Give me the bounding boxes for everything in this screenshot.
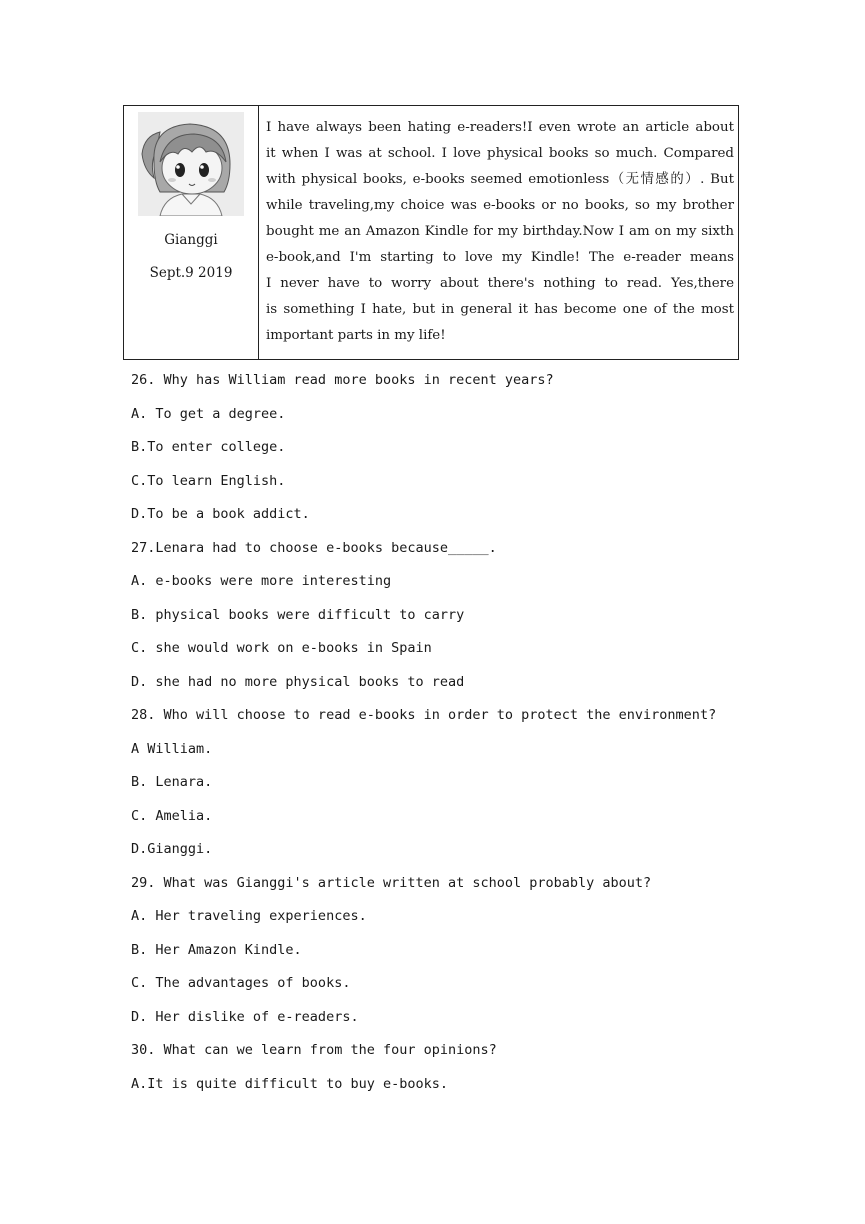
option-28-a: A William. [131, 740, 213, 757]
question-list [131, 364, 751, 1101]
question-29: 29. What was Gianggi's article written at school probably about? [131, 874, 652, 891]
profile-name: Gianggi [164, 232, 218, 248]
opinion-line: while traveling,my choice was e-books or no books, so my brother [266, 198, 734, 213]
option-29-a: A. Her traveling experiences. [131, 908, 367, 924]
opinion-line: bought me an Amazon Kindle for my birthday.Now I am on my sixth [266, 224, 734, 239]
option-26-c: C.To learn English. [131, 472, 286, 489]
avatar [138, 112, 244, 216]
option-27-a: A. e-books were more interesting [131, 573, 392, 589]
opinion-line: is something I hate, but in general it has become one of the most [266, 302, 734, 317]
option-28-b: B. Lenara. [131, 774, 213, 790]
opinion-line: it when I was at school. I love physical books so much. Compared [266, 146, 734, 161]
option-28-c: C. Amelia. [131, 807, 213, 824]
opinion-box [123, 105, 739, 360]
profile-date: Sept.9 2019 [149, 265, 233, 281]
opinion-line: I never have to worry about there's nothing to read. Yes,there [266, 276, 734, 291]
girl-avatar-icon [138, 112, 244, 216]
option-29-d: D. Her dislike of e-readers. [131, 1008, 359, 1025]
opinion-line: with physical books, e-books seemed emotionless（无情感的）. But [266, 172, 734, 187]
question-26: 26. Why has William read more books in recent years? [131, 372, 554, 388]
option-30-a: A.It is quite difficult to buy e-books. [131, 1075, 448, 1092]
opinion-text [266, 115, 734, 349]
opinion-line: important parts in my life! [266, 328, 446, 343]
option-27-b: B. physical books were difficult to carry [131, 606, 465, 623]
option-29-b: B. Her Amazon Kindle. [131, 941, 302, 958]
option-27-c: C. she would work on e-books in Spain [131, 640, 432, 656]
option-26-b: B.To enter college. [131, 439, 286, 455]
option-26-d: D.To be a book addict. [131, 506, 310, 522]
box-divider [258, 106, 259, 359]
option-27-d: D. she had no more physical books to read [131, 673, 465, 690]
question-30: 30. What can we learn from the four opinions? [131, 1042, 497, 1058]
option-28-d: D.Gianggi. [131, 841, 213, 857]
question-27: 27.Lenara had to choose e-books because_____. [131, 539, 497, 556]
opinion-line: e-book,and I'm starting to love my Kindle! The e-reader means [266, 250, 734, 265]
option-26-a: A. To get a degree. [131, 405, 286, 422]
option-29-c: C. The advantages of books. [131, 975, 351, 991]
opinion-line: I have always been hating e-readers!I even wrote an article about [266, 120, 734, 135]
question-28: 28. Who will choose to read e-books in order to protect the environment? [131, 707, 717, 723]
